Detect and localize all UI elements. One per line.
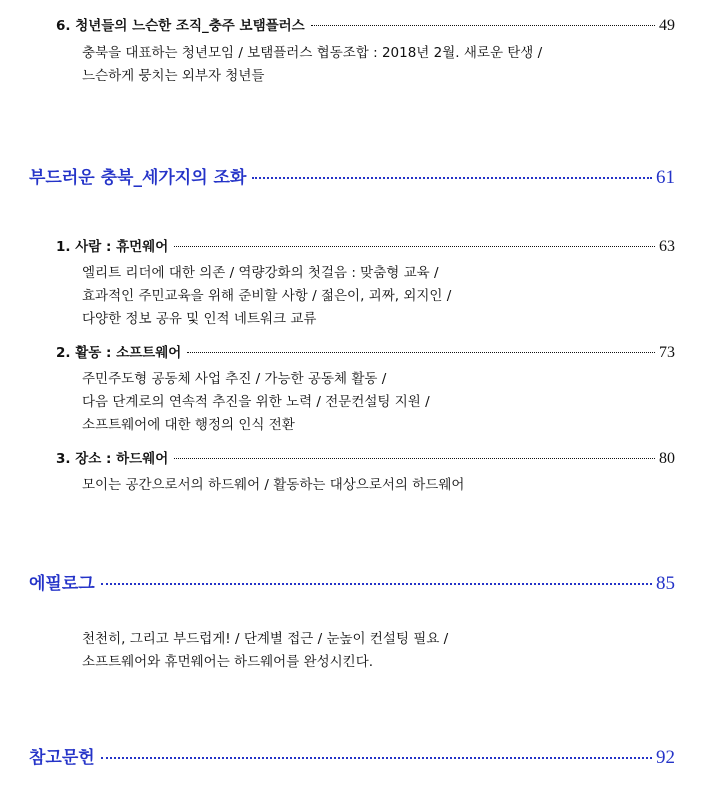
dot-leader	[252, 177, 652, 179]
toc-section-title: 2. 활동 : 소프트웨어	[56, 345, 182, 361]
toc-description-line: 주민주도형 공동체 사업 추진 / 가능한 공동체 활동 /	[82, 371, 387, 387]
toc-page-number: 49	[659, 17, 675, 34]
toc-description-line: 소프트웨어에 대한 행정의 인식 전환	[82, 417, 295, 433]
toc-description-line: 다양한 정보 공유 및 인적 네트워크 교류	[82, 311, 317, 327]
toc-entry-section-6[interactable]	[56, 14, 675, 35]
toc-entry-section-3[interactable]	[56, 447, 675, 468]
toc-chapter-title: 참고문헌	[29, 748, 95, 768]
dot-leader	[187, 352, 655, 353]
toc-entry-chapter-references[interactable]	[29, 743, 675, 769]
toc-entry-section-2[interactable]	[56, 341, 675, 362]
toc-page-number: 63	[659, 238, 675, 255]
toc-description-line: 천천히, 그리고 부드럽게! / 단계별 접근 / 눈높이 컨설팅 필요 /	[82, 631, 449, 647]
toc-description-line: 모이는 공간으로서의 하드웨어 / 활동하는 대상으로서의 하드웨어	[82, 477, 465, 493]
toc-chapter-title: 부드러운 충북_세가지의 조화	[29, 168, 247, 188]
dot-leader	[101, 583, 652, 585]
toc-description-line: 다음 단계로의 연속적 추진을 위한 노력 / 전문컨설팅 지원 /	[82, 394, 430, 410]
toc-entry-chapter-epilogue[interactable]	[29, 569, 675, 595]
toc-entry-chapter-soft-chungbuk[interactable]	[29, 163, 675, 189]
dot-leader	[174, 246, 655, 247]
toc-description-line: 소프트웨어와 휴먼웨어는 하드웨어를 완성시킨다.	[82, 654, 374, 670]
toc-page-number: 92	[656, 747, 675, 768]
toc-section-title: 6. 청년들의 느슨한 조직_충주 보탬플러스	[56, 18, 305, 34]
toc-description-line: 느슨하게 뭉치는 외부자 청년들	[82, 68, 265, 84]
toc-description-line: 엘리트 리더에 대한 의존 / 역량강화의 첫걸음 : 맞춤형 교육 /	[82, 265, 439, 281]
toc-page-number: 73	[659, 344, 675, 361]
toc-entry-section-1[interactable]	[56, 235, 675, 256]
toc-section-title: 3. 장소 : 하드웨어	[56, 451, 169, 467]
toc-section-title: 1. 사람 : 휴먼웨어	[56, 239, 169, 255]
dot-leader	[311, 25, 655, 26]
dot-leader	[174, 458, 655, 459]
toc-description-line: 효과적인 주민교육을 위해 준비할 사항 / 젊은이, 괴짜, 외지인 /	[82, 288, 452, 304]
toc-page-number: 61	[656, 167, 675, 188]
toc-description-line: 충북을 대표하는 청년모임 / 보탬플러스 협동조합 : 2018년 2월. 새로운 탄생 /	[82, 45, 543, 61]
toc-chapter-title: 에필로그	[29, 574, 95, 594]
toc-page-number: 85	[656, 573, 675, 594]
dot-leader	[101, 757, 652, 759]
toc-page-number: 80	[659, 450, 675, 467]
